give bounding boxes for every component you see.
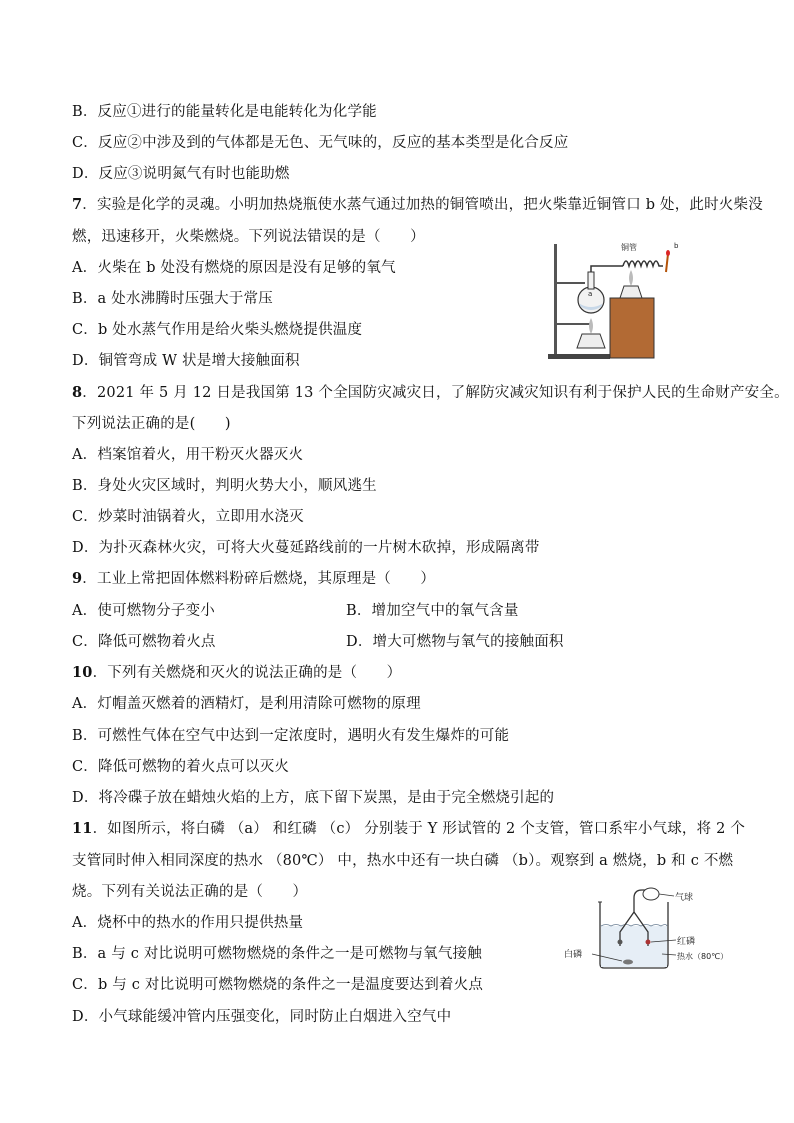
fig11-label-balloon: 气球 — [675, 893, 694, 903]
q9-option-a: A．使可燃物分子变小 — [72, 603, 215, 619]
q7-option-b: B．a 处水沸腾时压强大于常压 — [72, 291, 273, 307]
q11-option-b: B．a 与 c 对比说明可燃物燃烧的条件之一是可燃物与氧气接触 — [72, 946, 482, 962]
q11-stem-line2: 支管同时伸入相同深度的热水 （80℃） 中，热水中还有一块白磷 （b）。观察到 a 燃烧，b 和 c 不燃 — [72, 853, 734, 869]
q8-stem-text1: ．2021 年 5 月 12 日是我国第 13 个全国防灾减灾日，了解防灾减灾知识有利于保护人民的生命财产安全。 — [82, 385, 789, 401]
q11-option-c: C．b 与 c 对比说明可燃物燃烧的条件之一是温度要达到着火点 — [72, 977, 484, 993]
q9-option-b: B．增加空气中的氧气含量 — [346, 603, 519, 619]
q7-number: 7 — [72, 196, 83, 213]
fig11-label-hot-water: 热水（80℃） — [677, 952, 729, 961]
q11-stem-text1: ．如图所示，将白磷 （a） 和红磷 （c） 分别装于 Y 形试管的 2 个支管，管口系牢小气球，将 2 个 — [92, 821, 746, 837]
q8-option-d: D．为扑灭森林火灾，可将大火蔓延路线前的一片树木砍掉，形成隔离带 — [72, 540, 540, 556]
q7-option-c: C．b 处水蒸气作用是给火柴头燃烧提供温度 — [72, 322, 363, 338]
fig11-label-white-p: 白磷 — [564, 950, 583, 960]
q9-option-d: D．增大可燃物与氧气的接触面积 — [346, 634, 564, 650]
fig11-label-red-p: 红磷 — [677, 937, 696, 947]
q9-option-c: C．降低可燃物着火点 — [72, 634, 216, 650]
q6-option-c: C．反应②中涉及到的气体都是无色、无气味的，反应的基本类型是化合反应 — [72, 135, 569, 151]
q10-stem-text: ．下列有关燃烧和灭火的说法正确的是（ ） — [92, 665, 402, 681]
q11-stem-line1 — [72, 819, 745, 839]
q8-stem-line1 — [72, 383, 789, 403]
q8-number: 8 — [72, 384, 83, 401]
q11-stem-line3: 烧。下列有关说法正确的是（ ） — [72, 884, 308, 900]
q7-option-d: D．铜管弯成 W 状是增大接触面积 — [72, 353, 300, 369]
q10-option-c: C．降低可燃物的着火点可以灭火 — [72, 759, 290, 775]
q9-stem-text: ．工业上常把固体燃料粉碎后燃烧，其原理是（ ） — [82, 571, 436, 587]
q10-option-a: A．灯帽盖灭燃着的酒精灯，是利用清除可燃物的原理 — [72, 696, 421, 712]
q11-option-d: D．小气球能缓冲管内压强变化，同时防止白烟进入空气中 — [72, 1009, 452, 1025]
q10-number: 10 — [72, 664, 93, 681]
q6-option-d: D．反应③说明氮气有时也能助燃 — [72, 166, 290, 182]
q10-option-d: D．将冷碟子放在蜡烛火焰的上方，底下留下炭黑，是由于完全燃烧引起的 — [72, 790, 555, 806]
y-tube-phosphorus-figure — [562, 884, 729, 970]
fig7-label-b: b — [674, 242, 679, 250]
q7-stem-line1 — [72, 195, 763, 215]
q8-option-b: B．身处火灾区域时，判明火势大小，顺风逃生 — [72, 478, 377, 494]
q10-option-b: B．可燃性气体在空气中达到一定浓度时，遇明火有发生爆炸的可能 — [72, 728, 510, 744]
q7-stem-line2: 燃，迅速移开，火柴燃烧。下列说法错误的是（ ） — [72, 229, 425, 245]
q8-option-a: A．档案馆着火，用干粉灭火器灭火 — [72, 447, 304, 463]
q7-option-a: A．火柴在 b 处没有燃烧的原因是没有足够的氧气 — [72, 260, 396, 276]
copper-tube-apparatus-figure — [545, 238, 685, 362]
fig7-label-a: a — [588, 290, 593, 298]
q10-stem — [72, 663, 401, 683]
q9-stem — [72, 569, 435, 589]
q8-option-c: C．炒菜时油锅着火，立即用水浇灭 — [72, 509, 304, 525]
q9-number: 9 — [72, 570, 83, 587]
fig7-label-tube: 铜管 — [621, 243, 637, 252]
q11-number: 11 — [72, 820, 93, 837]
q11-option-a: A．烧杯中的热水的作用只提供热量 — [72, 915, 304, 931]
q6-option-b: B．反应①进行的能量转化是电能转化为化学能 — [72, 104, 377, 120]
q7-stem-text1: ．实验是化学的灵魂。小明加热烧瓶使水蒸气通过加热的铜管喷出，把火柴靠近铜管口 b 处，此时火柴没 — [82, 197, 763, 213]
q8-stem-line2: 下列说法正确的是( ) — [72, 416, 231, 432]
